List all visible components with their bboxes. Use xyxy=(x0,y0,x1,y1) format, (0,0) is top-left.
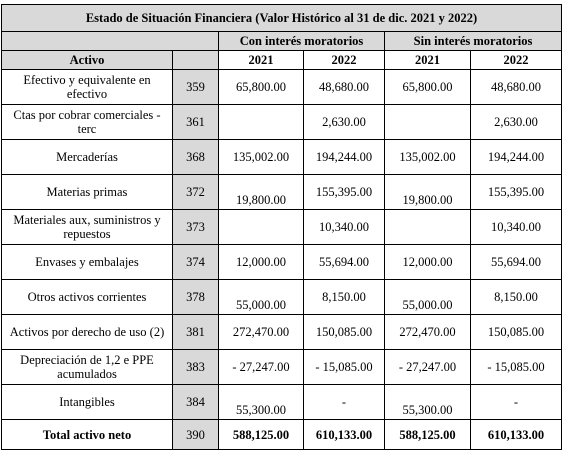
row-label: Activos por derecho de uso (2) xyxy=(2,315,173,350)
row-value: 150,085.00 xyxy=(471,315,562,350)
row-code: 372 xyxy=(173,175,219,210)
row-value: - xyxy=(304,385,385,420)
row-value: 55,300.00 xyxy=(219,385,304,420)
column-header-year: 2022 xyxy=(471,51,562,70)
table-row xyxy=(2,385,562,420)
row-value: 65,800.00 xyxy=(385,70,471,105)
title-row xyxy=(2,5,562,32)
row-code: 373 xyxy=(173,210,219,245)
total-value: 610,133.00 xyxy=(471,420,562,450)
row-code: 359 xyxy=(173,70,219,105)
group-header-con: Con interés moratorios xyxy=(219,32,385,51)
row-label: Mercaderías xyxy=(2,140,173,175)
row-value: 55,000.00 xyxy=(219,280,304,315)
row-value: 10,340.00 xyxy=(304,210,385,245)
row-value: 150,085.00 xyxy=(304,315,385,350)
column-header-year: 2021 xyxy=(219,51,304,70)
row-label: Efectivo y equivalente en efectivo xyxy=(2,70,173,105)
total-value: 588,125.00 xyxy=(385,420,471,450)
row-value: 19,800.00 xyxy=(385,175,471,210)
row-code: 383 xyxy=(173,350,219,385)
group-header-sin: Sin interés moratorios xyxy=(385,32,562,51)
total-value: 610,133.00 xyxy=(304,420,385,450)
row-label: Otros activos corrientes xyxy=(2,280,173,315)
row-code: 381 xyxy=(173,315,219,350)
row-value xyxy=(219,105,304,140)
row-value: 48,680.00 xyxy=(304,70,385,105)
row-code: 361 xyxy=(173,105,219,140)
column-header-activo: Activo xyxy=(2,51,173,70)
row-value: 8,150.00 xyxy=(471,280,562,315)
table-row xyxy=(2,175,562,210)
row-value: - 15,085.00 xyxy=(471,350,562,385)
table-row xyxy=(2,280,562,315)
row-value: 2,630.00 xyxy=(304,105,385,140)
total-label: Total activo neto xyxy=(2,420,173,450)
table-row xyxy=(2,245,562,280)
row-label: Depreciación de 1,2 e PPE acumulados xyxy=(2,350,173,385)
table-title: Estado de Situación Financiera (Valor Histórico al 31 de dic. 2021 y 2022) xyxy=(2,5,562,32)
column-header-code xyxy=(173,51,219,70)
balance-sheet-table xyxy=(1,4,562,450)
row-value: - 15,085.00 xyxy=(304,350,385,385)
row-label: Intangibles xyxy=(2,385,173,420)
row-code: 384 xyxy=(173,385,219,420)
financial-statement xyxy=(1,4,562,450)
table-row xyxy=(2,140,562,175)
table-row xyxy=(2,315,562,350)
row-label: Materias primas xyxy=(2,175,173,210)
column-header-row xyxy=(2,51,562,70)
table-row xyxy=(2,70,562,105)
row-value: 12,000.00 xyxy=(219,245,304,280)
row-value: 135,002.00 xyxy=(219,140,304,175)
table-row xyxy=(2,210,562,245)
row-value: - 27,247.00 xyxy=(219,350,304,385)
total-value: 588,125.00 xyxy=(219,420,304,450)
row-code: 374 xyxy=(173,245,219,280)
row-value: 272,470.00 xyxy=(385,315,471,350)
table-row xyxy=(2,350,562,385)
table-row xyxy=(2,105,562,140)
row-value: 55,300.00 xyxy=(385,385,471,420)
row-value xyxy=(385,210,471,245)
row-value: 194,244.00 xyxy=(304,140,385,175)
total-row xyxy=(2,420,562,450)
header-blank xyxy=(2,32,219,51)
column-header-year: 2022 xyxy=(304,51,385,70)
row-value: 65,800.00 xyxy=(219,70,304,105)
column-header-year: 2021 xyxy=(385,51,471,70)
row-value: 2,630.00 xyxy=(471,105,562,140)
row-value xyxy=(219,210,304,245)
row-code: 378 xyxy=(173,280,219,315)
row-value: 48,680.00 xyxy=(471,70,562,105)
row-label: Materiales aux, suministros y repuestos xyxy=(2,210,173,245)
row-value: - xyxy=(471,385,562,420)
row-value: 135,002.00 xyxy=(385,140,471,175)
row-label: Ctas por cobrar comerciales - terc xyxy=(2,105,173,140)
row-value: 8,150.00 xyxy=(304,280,385,315)
total-code: 390 xyxy=(173,420,219,450)
row-value: 55,694.00 xyxy=(304,245,385,280)
row-value: 19,800.00 xyxy=(219,175,304,210)
row-value: 55,694.00 xyxy=(471,245,562,280)
row-value xyxy=(385,105,471,140)
row-label: Envases y embalajes xyxy=(2,245,173,280)
row-value: 10,340.00 xyxy=(471,210,562,245)
row-value: 55,000.00 xyxy=(385,280,471,315)
row-value: 12,000.00 xyxy=(385,245,471,280)
row-value: - 27,247.00 xyxy=(385,350,471,385)
row-value: 155,395.00 xyxy=(471,175,562,210)
row-value: 272,470.00 xyxy=(219,315,304,350)
row-value: 155,395.00 xyxy=(304,175,385,210)
row-value: 194,244.00 xyxy=(471,140,562,175)
group-header-row xyxy=(2,32,562,51)
row-code: 368 xyxy=(173,140,219,175)
